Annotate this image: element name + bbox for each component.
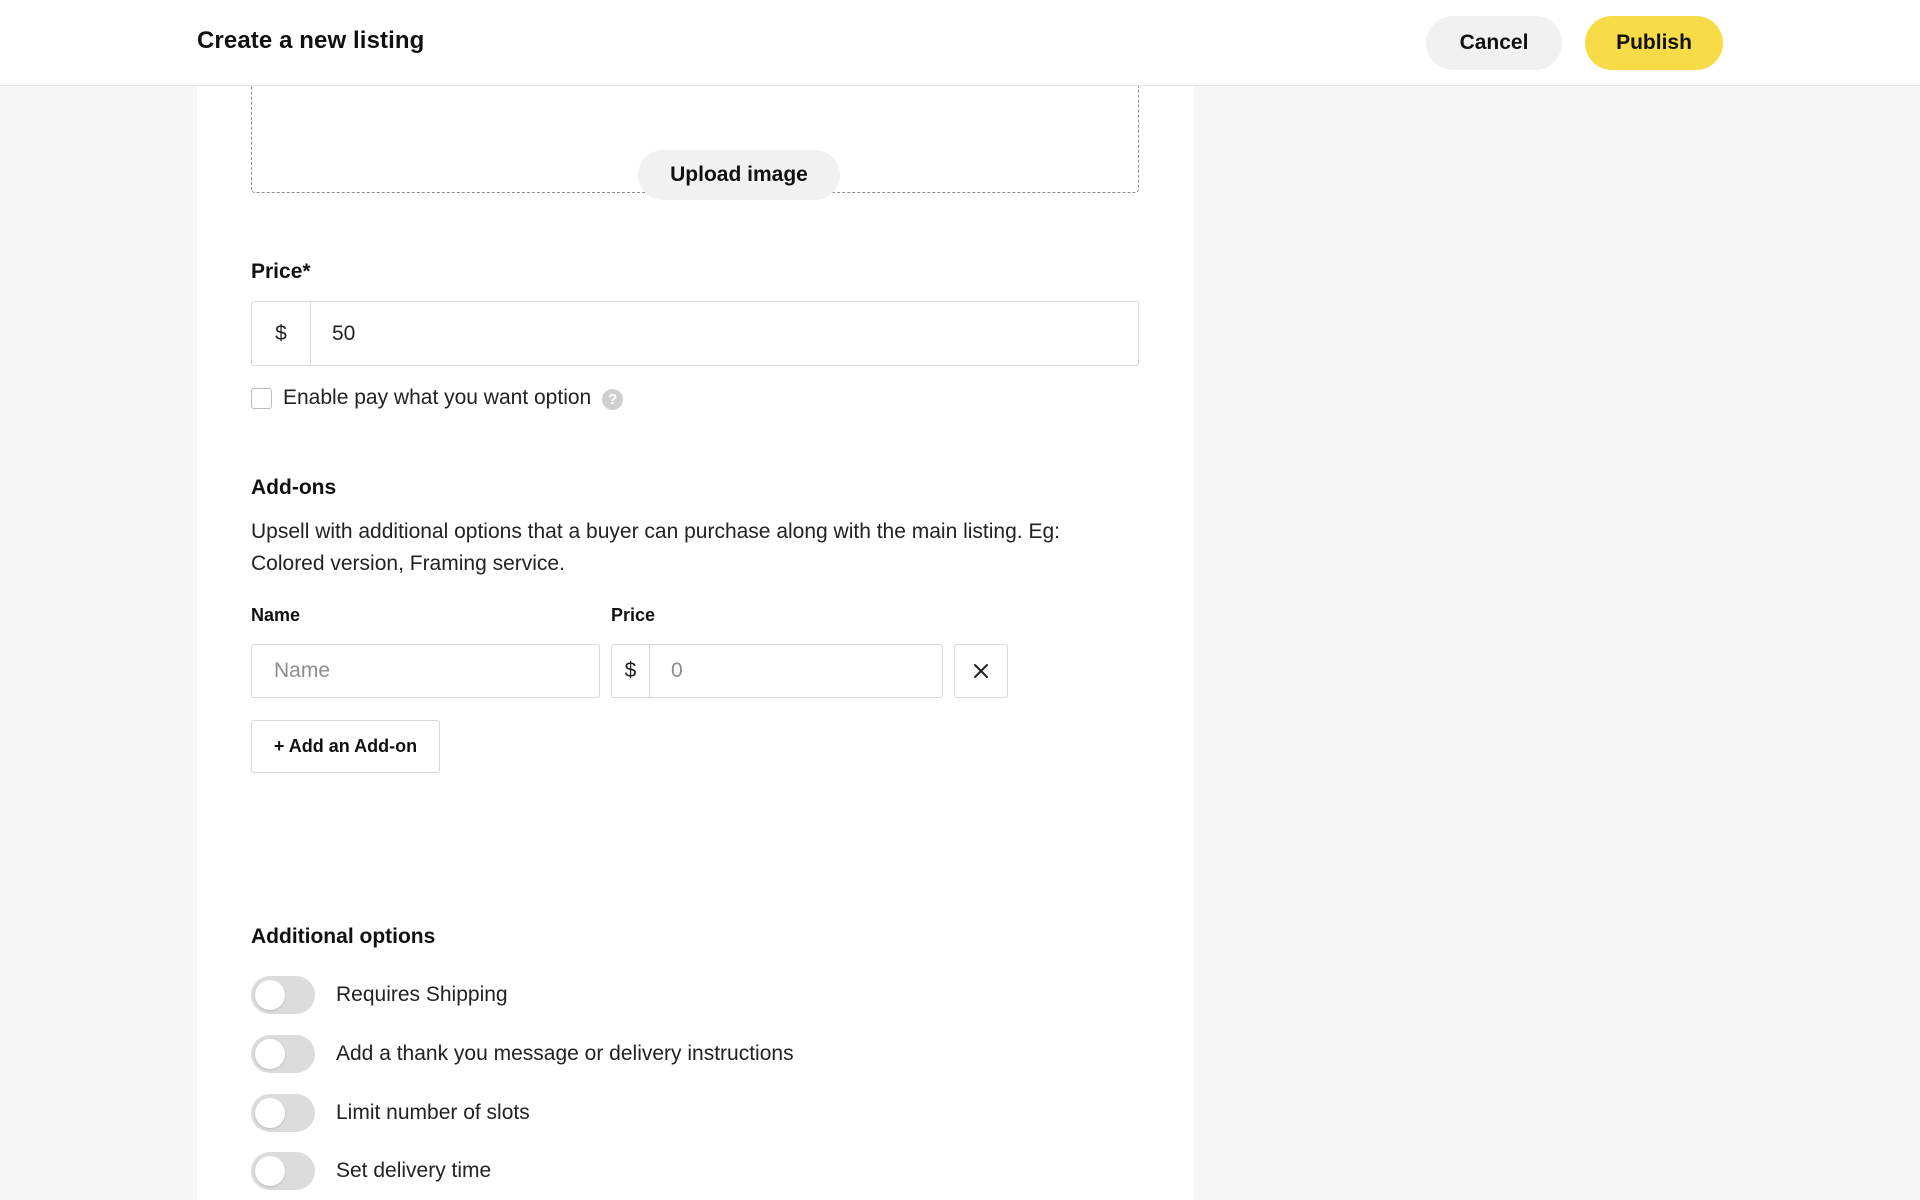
addon-price-input[interactable]	[650, 645, 942, 697]
toggle-row-thank-you-message	[251, 1035, 794, 1073]
toggle-row-delivery-time	[251, 1152, 491, 1190]
addons-title: Add-ons	[251, 476, 337, 499]
requires-shipping-label: Requires Shipping	[336, 983, 508, 1006]
limit-slots-toggle[interactable]	[251, 1094, 315, 1132]
price-input[interactable]	[311, 302, 1138, 365]
limit-slots-label: Limit number of slots	[336, 1101, 530, 1124]
page-title: Create a new listing	[197, 27, 425, 54]
additional-options-title: Additional options	[251, 925, 436, 948]
image-upload-dropzone[interactable]	[251, 76, 1139, 193]
pay-what-you-want-label: Enable pay what you want option	[283, 386, 592, 409]
delivery-time-label: Set delivery time	[336, 1159, 492, 1182]
toggle-knob	[255, 980, 285, 1010]
listing-form	[197, 86, 1194, 1200]
publish-button[interactable]: Publish	[1585, 16, 1723, 70]
toggle-row-requires-shipping	[251, 976, 508, 1014]
price-field	[251, 301, 1139, 366]
thank-you-message-toggle[interactable]	[251, 1035, 315, 1073]
remove-addon-button[interactable]	[954, 644, 1008, 698]
top-bar	[0, 0, 1920, 86]
addon-currency-symbol: $	[612, 645, 650, 697]
upload-image-button[interactable]: Upload image	[638, 150, 840, 200]
addon-name-column-label: Name	[251, 605, 301, 625]
toggle-knob	[255, 1039, 285, 1069]
delivery-time-toggle[interactable]	[251, 1152, 315, 1190]
addons-description: Upsell with additional options that a buyer can purchase along with the main listing. Eg: Colored version, Framing service.	[251, 520, 1060, 575]
help-icon[interactable]: ?	[602, 389, 623, 410]
addon-name-input[interactable]	[251, 644, 600, 698]
addon-price-column-label: Price	[611, 605, 656, 625]
close-icon	[973, 663, 989, 679]
thank-you-message-label: Add a thank you message or delivery instructions	[336, 1042, 794, 1065]
toggle-knob	[255, 1156, 285, 1186]
add-addon-button[interactable]: + Add an Add-on	[251, 720, 440, 773]
price-currency-symbol: $	[252, 302, 311, 365]
cancel-button[interactable]: Cancel	[1426, 16, 1562, 70]
pay-what-you-want-checkbox[interactable]	[251, 388, 272, 409]
addon-price-field	[611, 644, 943, 698]
toggle-row-limit-slots	[251, 1094, 530, 1132]
price-label: Price*	[251, 260, 311, 283]
pay-what-you-want-row	[251, 383, 623, 413]
requires-shipping-toggle[interactable]	[251, 976, 315, 1014]
toggle-knob	[255, 1098, 285, 1128]
